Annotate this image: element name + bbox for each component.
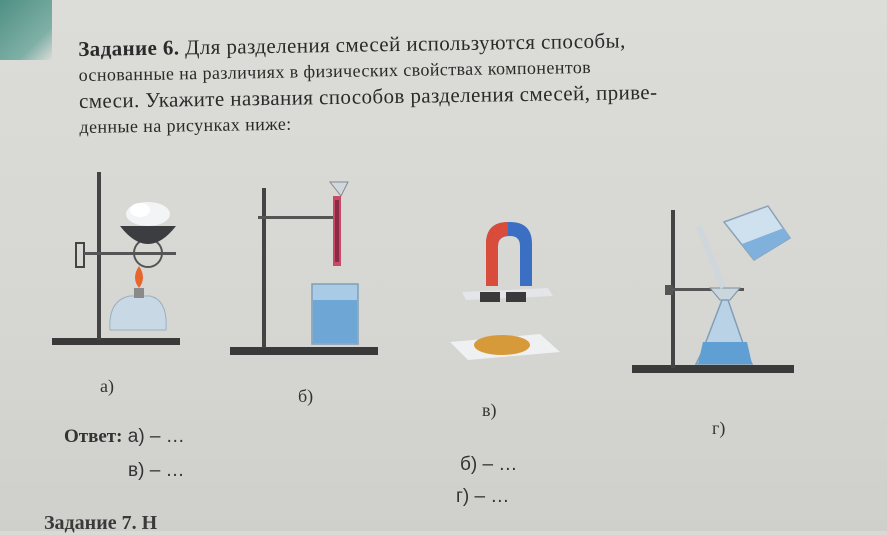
task-line-3: смеси. Укажите названия способов разделения смесей, приве-	[78, 79, 658, 113]
task-line-1-rest: Для разделения смесей используются способы,	[179, 28, 626, 60]
figure-v-label: в)	[482, 400, 497, 420]
figure-b-filtration	[230, 182, 378, 355]
answer-a: а) – …	[127, 426, 185, 447]
answer-b: б) – …	[460, 454, 518, 475]
task-line-2: основанные на различиях в физических свойствах компонентов	[78, 56, 592, 85]
answer-label: Ответ:	[64, 426, 123, 447]
figure-a-label: а)	[100, 376, 114, 396]
figure-b-label: б)	[298, 386, 314, 406]
figure-g-decantation	[632, 206, 794, 373]
answer-row-1	[64, 426, 185, 448]
next-task-heading: Задание 7. Н	[44, 512, 158, 534]
figure-v-magnetic-separation	[450, 222, 560, 360]
answer-g: г) – …	[456, 486, 510, 507]
figure-g-label: г)	[712, 418, 726, 438]
figure-a-evaporation	[52, 172, 180, 345]
task-line-4: денные на рисунках ниже:	[79, 113, 292, 137]
answer-v: в) – …	[128, 460, 185, 481]
task-title: Задание 6.	[78, 35, 180, 61]
